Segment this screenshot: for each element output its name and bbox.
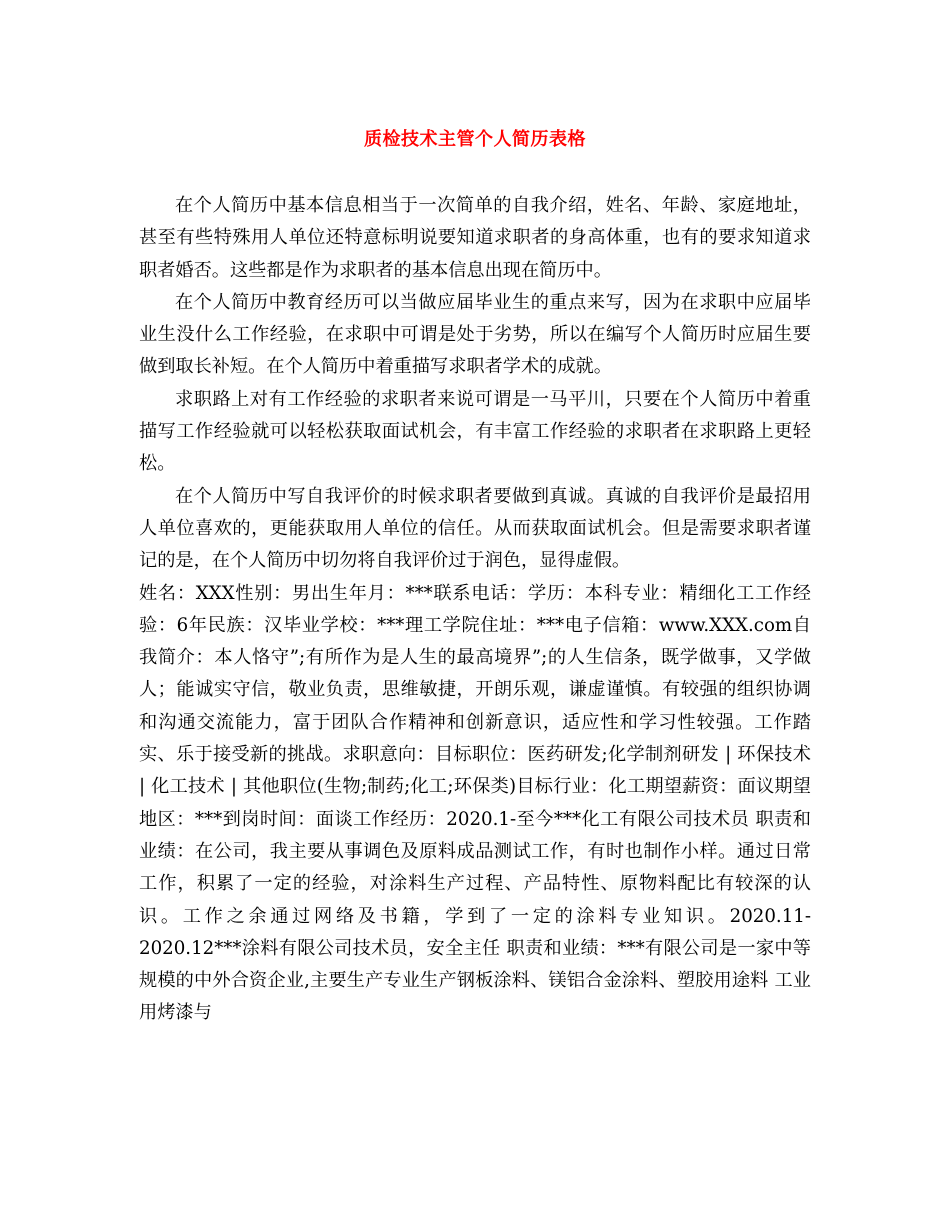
document-title: 质检技术主管个人简历表格 xyxy=(364,129,586,150)
resume-details: 姓名：XXX性别：男出生年月：***联系电话：学历：本科专业：精细化工工作经验：6年民族：汉毕业学校：***理工学院住址：***电子信箱：www.XXX.com自我简介：本人恪守”;有所作为是人生的最高境界”;的人生信条，既学做事，又学做人；能诚实守信，敬业负责，思维敏捷，开朗乐观，谦虚谨慎。有较强的组织协调和沟通交流能力，富于团队合作精神和创新意识，适应性和学习性较强。工作踏实、乐于接受新的挑战。求职意向：目标职位：医药研发;化学制剂研发 | 环保技术 | 化工技术 | 其他职位(生物;制药;化工;环保类)目标行业：化工期望薪资：面议期望地区：***到岗时间：面谈工作经历：2020.1-至今***化工有限公司技术员 职责和业绩：在公司，我主要从事调色及原料成品测试工作，有时也制作小样。通过日常工作，积累了一定的经验，对涂料生产过程、产品特性、原物料配比有较深的认识。工作之余通过网络及书籍，学到了一定的涂料专业知识。2020.11-2020.12***涂料有限公司技术员，安全主任 职责和业绩：***有限公司是一家中等规模的中外合资企业,主要生产专业生产钢板涂料、镁铝合金涂料、塑胶用途料 工业用烤漆与 xyxy=(139,582,811,1024)
document-body xyxy=(139,190,811,1030)
paragraph-self-evaluation: 在个人简历中写自我评价的时候求职者要做到真诚。真诚的自我评价是最招用人单位喜欢的，更能获取用人单位的信任。从而获取面试机会。但是需要求职者谨记的是，在个人简历中切勿将自我评价过于润色，显得虚假。 xyxy=(139,485,811,572)
paragraph-education: 在个人简历中教育经历可以当做应届毕业生的重点来写，因为在求职中应届毕业生没什么工作经验，在求职中可谓是处于劣势，所以在编写个人简历时应届生要做到取长补短。在个人简历中着重描写求职者学术的成就。 xyxy=(139,291,811,378)
paragraph-basic-info: 在个人简历中基本信息相当于一次简单的自我介绍，姓名、年龄、家庭地址，甚至有些特殊用人单位还特意标明说要知道求职者的身高体重，也有的要求知道求职者婚否。这些都是作为求职者的基本信息出现在简历中。 xyxy=(139,195,811,281)
paragraph-work-experience: 求职路上对有工作经验的求职者来说可谓是一马平川，只要在个人简历中着重描写工作经验就可以轻松获取面试机会，有丰富工作经验的求职者在求职路上更轻松。 xyxy=(139,388,811,475)
